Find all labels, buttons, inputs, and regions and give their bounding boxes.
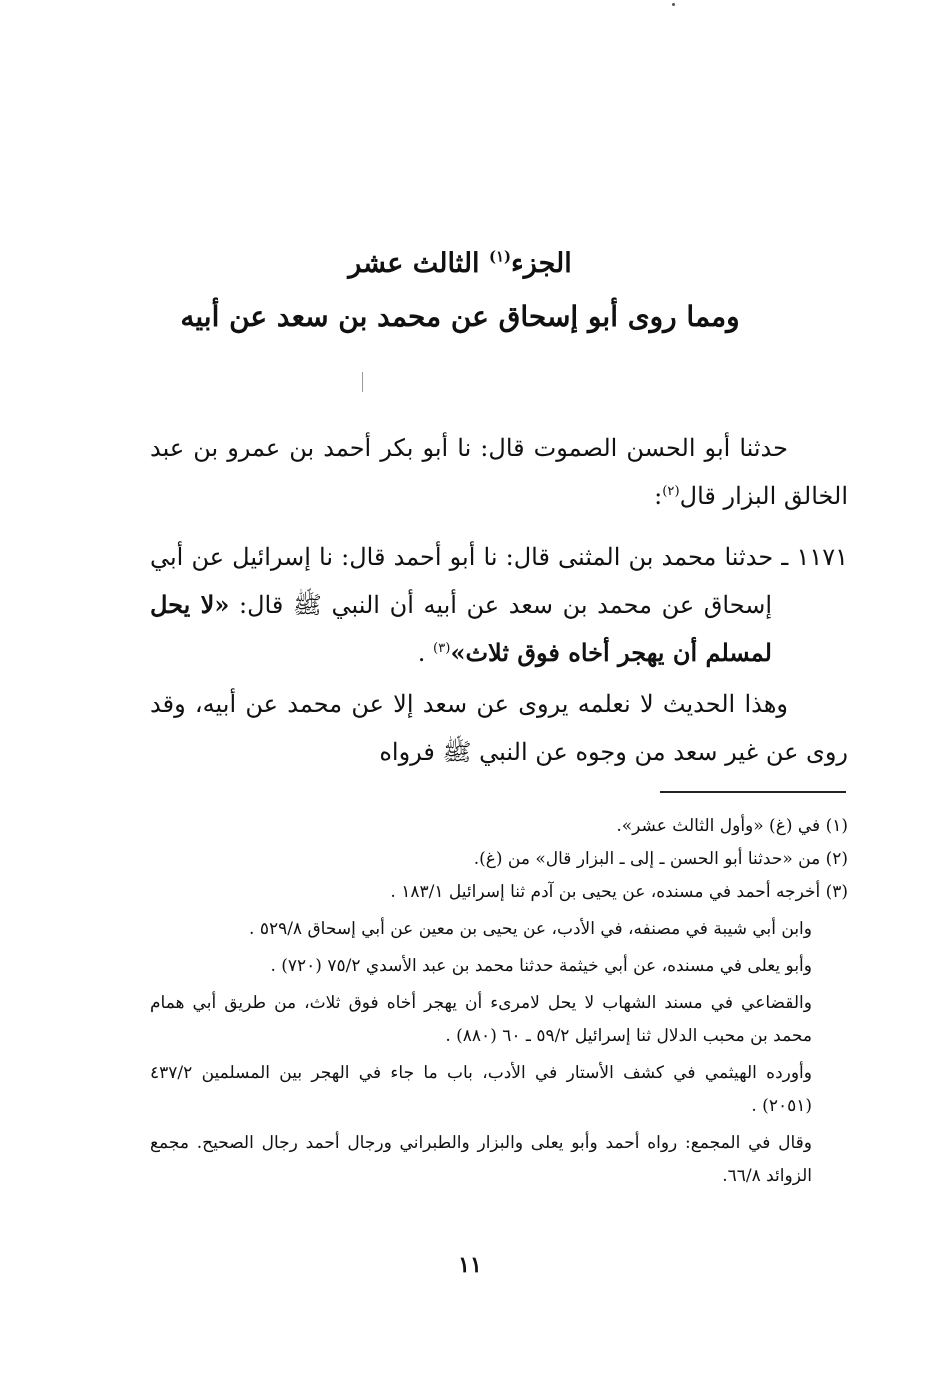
commentary-paragraph bbox=[150, 680, 848, 776]
hadith-number: ١١٧١ ـ bbox=[781, 543, 848, 571]
part-title bbox=[150, 248, 770, 279]
footnote-ref-2: (٢) bbox=[662, 483, 680, 499]
footnote-ref-1: (١) bbox=[488, 247, 512, 266]
footnote-3-ibn-abi-shayba: وابن أبي شيبة في مصنفه، في الأدب، عن يحيى بن معين عن أبي إسحاق ٥٢٩/٨ . bbox=[249, 919, 812, 939]
isnad-intro-line bbox=[150, 424, 848, 520]
footnote-ref-3: (٣) bbox=[433, 640, 451, 656]
isnad-intro-text: حدثنا أبو الحسن الصموت قال: نا أبو بكر أحمد بن عمرو بن عبد الخالق البزار قال bbox=[150, 434, 848, 510]
footnote-3-qudai: والقضاعي في مسند الشهاب لا يحل لامرىء أن يهجر أخاه فوق ثلاث، من طريق أبي همام محمد بن محبب الدلال ثنا إسرائيل ٥٩/٢ ـ ٦٠ (٨٨٠) . bbox=[150, 993, 812, 1046]
footnote-3: (٣) أخرجه أحمد في مسنده، عن يحيى بن آدم ثنا إسرائيل ١٨٣/١ . bbox=[390, 882, 848, 902]
chapter-title: ومما روى أبو إسحاق عن محمد بن سعد عن أبيه bbox=[180, 300, 740, 333]
footnote-3-abu-yala: وأبو يعلى في مسنده، عن أبي خيثمة حدثنا محمد بن عبد الأسدي ٧٥/٢ (٧٢٠) . bbox=[270, 956, 812, 976]
part-title-word: الجزء bbox=[511, 248, 572, 279]
footnote-2: (٢) من «حدثنا أبو الحسن ـ إلى ـ البزار قال» من (غ). bbox=[473, 849, 848, 869]
page-number: ١١ bbox=[458, 1252, 482, 1278]
footnote-1: (١) في (غ) «وأول الثالث عشر». bbox=[616, 816, 848, 836]
footnote-3-haythami: وأورده الهيثمي في كشف الأستار في الأدب، باب ما جاء في الهجر بين المسلمين ٤٣٧/٢ (٢٠٥١) . bbox=[150, 1063, 812, 1116]
hadith-matn: «لا يحل لمسلم أن يهجر أخاه فوق ثلاث» bbox=[150, 590, 772, 667]
hadith-isnad: حدثنا محمد بن المثنى قال: نا أبو أحمد قال: نا إسرائيل عن أبي إسحاق عن محمد بن سعد عن أبيه أن النبي ﷺ قال: bbox=[150, 543, 774, 619]
hadith-paragraph bbox=[150, 533, 848, 677]
isnad-intro-paragraph bbox=[150, 424, 848, 520]
footnote-separator bbox=[660, 791, 846, 793]
commentary-text: وهذا الحديث لا نعلمه يروى عن سعد إلا عن محمد عن أبيه، وقد روى عن غير سعد من وجوه عن النبي ﷺ فرواه bbox=[150, 690, 848, 766]
isnad-intro-end: : bbox=[654, 482, 663, 510]
part-title-ordinal: الثالث عشر bbox=[348, 248, 489, 279]
hadith-end: . bbox=[417, 639, 434, 667]
scan-speck bbox=[672, 3, 675, 6]
footnotes bbox=[150, 810, 848, 1193]
stray-scan-mark bbox=[362, 372, 363, 392]
hadith-entry bbox=[150, 533, 848, 677]
footnote-3-majma: وقال في المجمع: رواه أحمد وأبو يعلى والبزار والطبراني ورجال أحمد رجال الصحيح. مجمع الزوائد ٦٦/٨. bbox=[150, 1133, 812, 1186]
